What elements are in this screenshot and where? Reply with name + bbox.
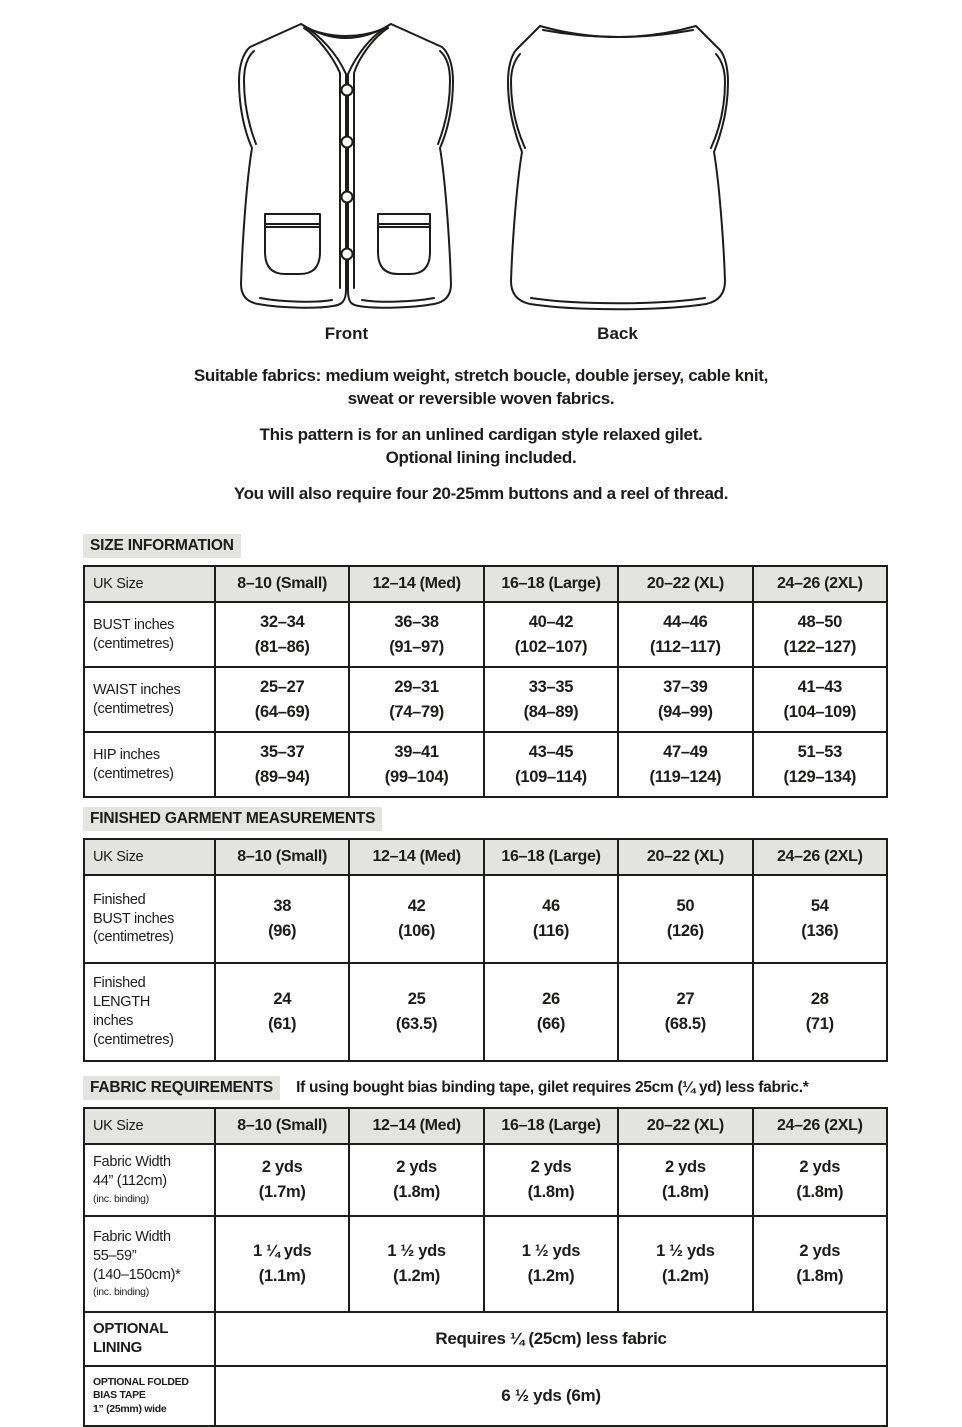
row-label-cell <box>84 667 215 732</box>
value-cell <box>618 1144 752 1216</box>
value-yds: 1 ½ yds <box>656 1242 715 1261</box>
vest-front-illustration <box>234 18 460 314</box>
row-label: HIP inches <box>93 746 160 763</box>
value-m: (1.8m) <box>527 1183 575 1201</box>
value-cm: (94–99) <box>657 702 713 721</box>
value-cm: (99–104) <box>384 767 449 786</box>
value-cell <box>349 963 483 1061</box>
row-label-cell <box>84 1144 215 1216</box>
value-cell <box>753 875 887 963</box>
value-cm: (84–89) <box>523 702 579 721</box>
value-cell <box>215 667 349 732</box>
table-header-row <box>84 839 887 875</box>
row-label-cell <box>84 1216 215 1312</box>
value-cell <box>484 602 618 667</box>
value-m: (1.8m) <box>393 1183 440 1201</box>
value-yds: 2 yds <box>799 1158 841 1177</box>
value-cell <box>215 602 349 667</box>
value-cell <box>753 1144 887 1216</box>
value-inches: 28 <box>810 990 829 1009</box>
bust-row <box>84 602 887 667</box>
value-cm: (116) <box>532 922 570 940</box>
value-cm: (74–79) <box>389 702 444 721</box>
column-header-2xl: 24–26 (2XL) <box>753 1108 887 1144</box>
value-cm: (106) <box>398 922 436 940</box>
value-cm: (91–97) <box>389 637 444 656</box>
optional-lining-row <box>84 1312 887 1366</box>
value-yds: 2 yds <box>665 1158 706 1177</box>
row-label-line: inches <box>93 1013 134 1029</box>
row-label-line: BUST inches <box>93 910 175 927</box>
size-information-table <box>83 565 888 798</box>
row-label-line: (centimetres) <box>93 1031 174 1048</box>
value-cell <box>618 1216 752 1312</box>
column-header-large: 16–18 (Large) <box>484 1108 618 1144</box>
value-cm: (64–69) <box>254 702 310 721</box>
value-inches: 29–31 <box>394 677 439 696</box>
value-cm: (102–107) <box>514 637 588 656</box>
row-label-cell <box>84 1312 215 1366</box>
value-cell <box>753 1216 887 1312</box>
value-cell <box>484 1144 618 1216</box>
value-cell <box>349 875 483 963</box>
row-label-line: Finished <box>93 975 146 992</box>
back-figure <box>507 18 729 344</box>
suitable-fabrics-paragraph <box>0 364 962 410</box>
vest-back-illustration <box>507 18 729 314</box>
row-label: BUST inches <box>93 616 175 633</box>
value-inches: 39–41 <box>394 742 439 761</box>
row-label-cell <box>84 963 215 1061</box>
value-cm: (71) <box>805 1015 834 1033</box>
back-label: Back <box>597 324 638 343</box>
value-cm: (81–86) <box>254 637 310 656</box>
front-figure <box>234 18 460 344</box>
row-label-small: (inc. binding) <box>93 1193 149 1206</box>
column-header-small: 8–10 (Small) <box>215 566 349 602</box>
value-m: (1.7m) <box>258 1183 306 1201</box>
value-inches: 33–35 <box>528 677 574 696</box>
column-header-uk-size: UK Size <box>84 839 215 875</box>
button-4 <box>341 249 352 260</box>
row-sublabel: (centimetres) <box>93 765 174 782</box>
value-m: (1.8m) <box>796 1183 844 1201</box>
value-cell <box>215 732 349 797</box>
value-cell <box>753 602 887 667</box>
column-header-uk-size: UK Size <box>84 566 215 602</box>
value-cell <box>484 732 618 797</box>
column-header-2xl: 24–26 (2XL) <box>753 566 887 602</box>
row-sublabel: (centimetres) <box>93 700 174 717</box>
size-information-header <box>83 534 888 558</box>
finished-length-row <box>84 963 887 1061</box>
column-header-large: 16–18 (Large) <box>484 839 618 875</box>
value-inches: 25 <box>407 990 426 1009</box>
pattern-description-paragraph <box>0 423 962 469</box>
optional-lining-value: Requires ¼ (25cm) less fabric <box>215 1312 887 1366</box>
value-inches: 43–45 <box>528 742 574 761</box>
value-cm: (112–117) <box>650 637 721 656</box>
column-header-2xl: 24–26 (2XL) <box>753 839 887 875</box>
fabric-width-44-row <box>84 1144 887 1216</box>
row-label-cell <box>84 732 215 797</box>
bias-binding-note: If using bought bias binding tape, gilet requires 25cm (¼ yd) less fabric.* <box>296 1079 809 1096</box>
value-yds: 2 yds <box>799 1242 841 1261</box>
column-header-xl: 20–22 (XL) <box>618 1108 752 1144</box>
fabric-requirements-table <box>83 1107 888 1427</box>
value-yds: 2 yds <box>261 1158 303 1177</box>
value-cell <box>484 963 618 1061</box>
intro-line: This pattern is for an unlined cardigan style relaxed gilet. <box>259 425 703 444</box>
finished-bust-row <box>84 875 887 963</box>
column-header-small: 8–10 (Small) <box>215 1108 349 1144</box>
row-label-line: (140–150cm)* <box>93 1266 181 1283</box>
size-information-title: SIZE INFORMATION <box>83 534 241 558</box>
value-cm: (109–114) <box>515 767 587 786</box>
column-header-xl: 20–22 (XL) <box>618 839 752 875</box>
row-label-line: 1” (25mm) wide <box>93 1402 167 1415</box>
value-inches: 48–50 <box>797 612 842 631</box>
value-cell <box>349 602 483 667</box>
row-label-line: Fabric Width <box>93 1228 171 1245</box>
value-inches: 35–37 <box>260 742 305 761</box>
finished-measurements-table <box>83 838 888 1062</box>
value-inches: 32–34 <box>260 612 305 631</box>
row-label-line: LINING <box>93 1339 143 1356</box>
value-cell <box>753 963 887 1061</box>
value-m: (1.1m) <box>258 1267 306 1285</box>
intro-line: sweat or reversible woven fabrics. <box>347 389 615 408</box>
value-inches: 46 <box>542 897 560 916</box>
value-inches: 26 <box>542 990 560 1009</box>
value-inches: 37–39 <box>663 677 708 696</box>
value-inches: 36–38 <box>394 612 439 631</box>
value-yds: 2 yds <box>396 1158 437 1177</box>
table-header-row <box>84 1108 887 1144</box>
value-cm: (122–127) <box>783 637 857 656</box>
value-inches: 38 <box>273 897 292 916</box>
column-header-xl: 20–22 (XL) <box>618 566 752 602</box>
value-yds: 2 yds <box>530 1158 572 1177</box>
value-cell <box>484 667 618 732</box>
column-header-med: 12–14 (Med) <box>349 566 483 602</box>
value-cell <box>215 963 349 1061</box>
value-m: (1.2m) <box>527 1267 575 1285</box>
column-header-uk-size: UK Size <box>84 1108 215 1144</box>
value-cm: (104–109) <box>783 702 857 721</box>
button-3 <box>341 192 352 203</box>
row-label-line: Fabric Width <box>93 1154 171 1171</box>
row-sublabel: (centimetres) <box>93 635 174 652</box>
column-header-med: 12–14 (Med) <box>349 1108 483 1144</box>
row-label-cell <box>84 1366 215 1426</box>
value-inches: 51–53 <box>797 742 842 761</box>
row-label-small: (inc. binding) <box>93 1286 149 1299</box>
value-cell <box>215 1216 349 1312</box>
notions-paragraph <box>0 482 962 505</box>
row-label: WAIST inches <box>93 681 181 698</box>
value-cell <box>618 602 752 667</box>
value-cell <box>753 732 887 797</box>
value-cell <box>215 875 349 963</box>
row-label-line: OPTIONAL <box>93 1320 169 1338</box>
fabric-requirements-header <box>83 1076 888 1100</box>
value-yds: 1 ¼ yds <box>252 1242 312 1261</box>
value-cm: (126) <box>666 922 704 940</box>
value-inches: 41–43 <box>797 677 842 696</box>
value-yds: 1 ½ yds <box>521 1242 581 1261</box>
row-label-line: BIAS TAPE <box>93 1389 146 1402</box>
value-m: (1.8m) <box>796 1267 844 1285</box>
value-m: (1.8m) <box>661 1183 709 1201</box>
row-label-cell <box>84 875 215 963</box>
value-cell <box>215 1144 349 1216</box>
value-cm: (89–94) <box>254 767 310 786</box>
button-2 <box>341 137 352 148</box>
row-label-cell <box>84 602 215 667</box>
column-header-med: 12–14 (Med) <box>349 839 483 875</box>
intro-line: Suitable fabrics: medium weight, stretch boucle, double jersey, cable knit, <box>193 366 769 385</box>
value-cm: (129–134) <box>783 767 857 786</box>
value-m: (1.2m) <box>393 1267 440 1285</box>
value-m: (1.2m) <box>661 1267 709 1285</box>
value-cm: (119–124) <box>649 767 722 786</box>
waist-row <box>84 667 887 732</box>
intro-text <box>0 364 962 505</box>
row-label-line: LENGTH <box>93 994 151 1011</box>
value-cell <box>484 875 618 963</box>
row-label-line: 44” (112cm) <box>93 1173 167 1190</box>
value-cell <box>753 667 887 732</box>
value-inches: 25–27 <box>260 677 305 696</box>
intro-line: Optional lining included. <box>385 448 577 467</box>
value-cell <box>349 667 483 732</box>
value-inches: 47–49 <box>663 742 708 761</box>
value-inches: 40–42 <box>528 612 574 631</box>
fabric-width-55-59-row <box>84 1216 887 1312</box>
back-panel <box>508 26 728 309</box>
value-inches: 24 <box>273 990 292 1009</box>
value-cell <box>349 1144 483 1216</box>
value-cell <box>618 963 752 1061</box>
intro-line: You will also require four 20-25mm buttons and a reel of thread. <box>233 484 729 503</box>
column-header-small: 8–10 (Small) <box>215 839 349 875</box>
value-cm: (68.5) <box>664 1015 707 1033</box>
value-cm: (136) <box>801 922 839 940</box>
value-yds: 1 ½ yds <box>387 1242 446 1261</box>
button-1 <box>341 85 352 96</box>
value-inches: 27 <box>676 990 695 1009</box>
optional-bias-tape-row <box>84 1366 887 1426</box>
value-inches: 44–46 <box>663 612 708 631</box>
bias-tape-value: 6 ½ yds (6m) <box>215 1366 887 1426</box>
finished-measurements-header <box>83 807 888 831</box>
value-cell <box>484 1216 618 1312</box>
value-cm: (96) <box>268 922 297 940</box>
garment-illustrations <box>0 0 962 344</box>
row-label-line: 55–59” <box>93 1247 137 1264</box>
value-inches: 50 <box>676 897 695 916</box>
value-cell <box>618 667 752 732</box>
row-label-line: Finished <box>93 891 146 908</box>
row-label-line: OPTIONAL FOLDED <box>93 1375 189 1388</box>
value-cell <box>618 875 752 963</box>
front-label: Front <box>324 324 369 343</box>
value-cm: (66) <box>536 1015 566 1033</box>
value-cm: (63.5) <box>395 1015 438 1033</box>
value-inches: 54 <box>810 897 829 916</box>
value-cell <box>349 1216 483 1312</box>
value-cell <box>349 732 483 797</box>
row-label-line: (centimetres) <box>93 929 174 946</box>
column-header-large: 16–18 (Large) <box>484 566 618 602</box>
value-inches: 42 <box>407 897 426 916</box>
hip-row <box>84 732 887 797</box>
value-cell <box>618 732 752 797</box>
table-header-row <box>84 566 887 602</box>
finished-measurements-title: FINISHED GARMENT MEASUREMENTS <box>83 807 382 831</box>
value-cm: (61) <box>268 1015 297 1033</box>
fabric-requirements-title: FABRIC REQUIREMENTS <box>83 1076 280 1100</box>
